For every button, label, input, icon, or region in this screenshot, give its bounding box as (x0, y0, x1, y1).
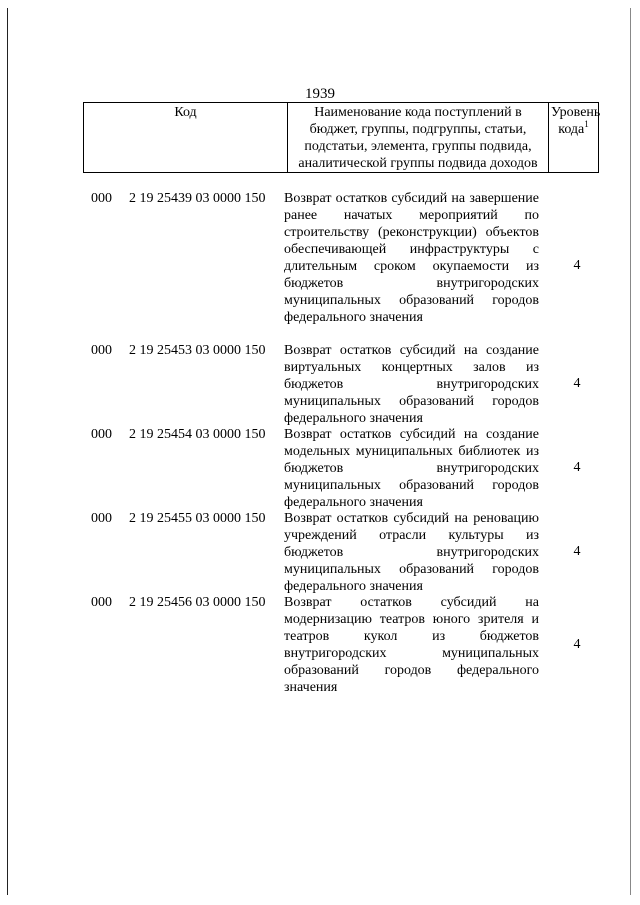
row-code: 2 19 25439 03 0000 150 (129, 191, 266, 206)
row-level: 4 (573, 376, 581, 391)
table-body (0, 190, 640, 696)
row-code: 2 19 25454 03 0000 150 (129, 427, 266, 442)
row-name: Возврат остатков субсидий на создание виртуальных концертных залов из бюджетов внутригородских муниципальных образований городов федерального значения (284, 343, 539, 426)
row-level: 4 (573, 258, 581, 273)
row-name: Возврат остатков субсидий на реновацию учреждений отрасли культуры из бюджетов внутригородских муниципальных образований городов федерального значения (284, 511, 539, 594)
header-code: Код (84, 103, 288, 173)
header-name: Наименование кода поступлений в бюджет, группы, подгруппы, статьи, подстатьи, элемента, группы подвида, аналитической группы подвида доходов (288, 103, 549, 173)
row-level: 4 (573, 460, 581, 475)
row-kbk: 000 (91, 595, 112, 610)
row-name: Возврат остатков субсидий на создание модельных муниципальных библиотек из бюджетов внутригородских муниципальных образований городов федерального значения (284, 427, 539, 510)
row-kbk: 000 (91, 343, 112, 358)
header-level-label: Уровень кода (551, 105, 601, 137)
table-row (0, 594, 640, 696)
table-row (0, 426, 640, 510)
row-level: 4 (573, 637, 581, 652)
header-level (549, 103, 599, 173)
row-code: 2 19 25453 03 0000 150 (129, 343, 266, 358)
footnote-marker: 1 (584, 119, 589, 129)
row-kbk: 000 (91, 191, 112, 206)
row-kbk: 000 (91, 427, 112, 442)
row-code: 2 19 25455 03 0000 150 (129, 511, 266, 526)
page-number: 1939 (305, 86, 335, 102)
table-row (0, 342, 640, 426)
row-level: 4 (573, 544, 581, 559)
row-name: Возврат остатков субсидий на завершение ранее начатых мероприятий по строительству (реконструкции) объектов обеспечивающей инфраструктуры с длительным сроком окупаемости из бюджетов внутригородских муниципальных образований городов федерального значения (284, 191, 539, 325)
row-name: Возврат остатков субсидий на модернизацию театров юного зрителя и театров кукол из бюджетов внутригородских муниципальных образований городов федерального значения (284, 595, 539, 695)
table-row (0, 510, 640, 594)
row-code: 2 19 25456 03 0000 150 (129, 595, 266, 610)
table-header (83, 102, 599, 173)
row-kbk: 000 (91, 511, 112, 526)
table-row (0, 190, 640, 342)
